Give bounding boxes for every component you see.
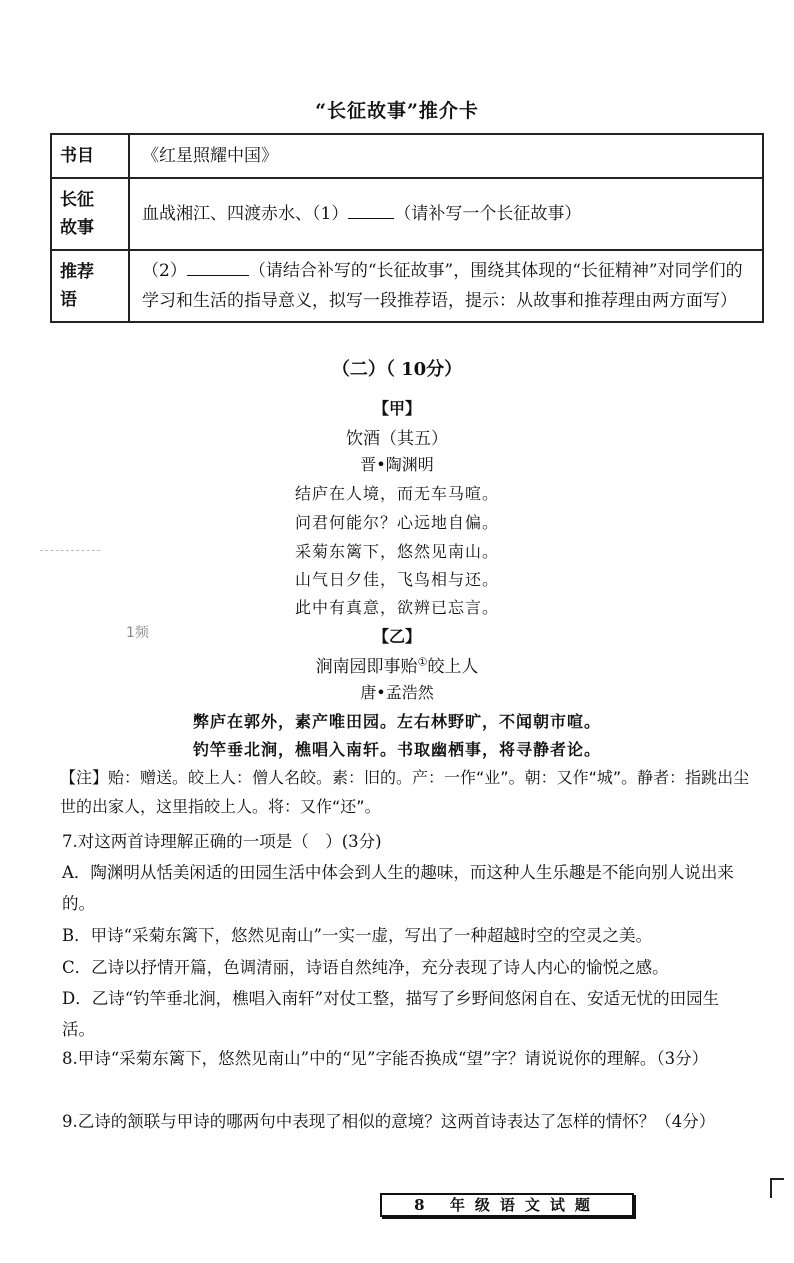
poem-b-title-main: 涧南园即事贻 — [315, 657, 418, 677]
question-7-option-a: A．陶渊明从恬美闲适的田园生活中体会到人生的趣味，而这种人生乐趣是不能向别人说出来的。 — [62, 863, 734, 913]
story-answer-blank[interactable] — [348, 200, 394, 219]
card-label-recommendation-text: 推荐语 — [60, 261, 94, 310]
card-content-story — [129, 178, 763, 250]
poem-b-title-footnote-mark: ① — [417, 655, 428, 669]
annotation-note: 【注】贻：赠送。皎上人：僧人名皎。素：旧的。产：一作“业”。朝：又作“城”。静者：指跳出尘世的出家人，这里指皎上人。将：又作“还”。 — [60, 768, 750, 816]
card-label-story-text: 长征故事 — [60, 189, 94, 238]
recommendation-prefix: （2） — [142, 261, 187, 281]
recommendation-hint: （请结合补写的“长征故事”，围绕其体现的“长征精神”对同学们的学习和生活的指导意义，拟写一段推荐语，提示：从故事和推荐理由两方面写） — [142, 261, 743, 311]
poem-a-tag: 【甲】 — [372, 399, 421, 418]
poem-a-line: 问君何能尔？心远地自偏。 — [294, 513, 499, 532]
poem-a-line: 结庐在人境，而无车马喧。 — [294, 484, 499, 503]
card-label-story — [51, 178, 129, 250]
card-row-recommendation — [51, 250, 763, 322]
card-label-book: 书目 — [51, 134, 129, 178]
story-hint: （请补写一个长征故事） — [394, 204, 582, 224]
card-label-recommendation — [51, 250, 129, 322]
recommendation-answer-blank[interactable] — [187, 257, 249, 276]
poem-a-author: 晋•陶渊明 — [360, 455, 434, 474]
question-9: 9.乙诗的颔联与甲诗的哪两句中表现了相似的意境？这两首诗表达了怎样的情怀？（4分） — [62, 1112, 716, 1131]
card-row-book — [51, 134, 763, 178]
poem-b-title-end: 皎上人 — [427, 657, 479, 677]
poem-b-author: 唐•孟浩然 — [360, 683, 434, 702]
page-footer-label: 8 年级语文试题 — [380, 1193, 634, 1217]
card-title: “长征故事”推介卡 — [315, 100, 479, 122]
question-8: 8.甲诗“采菊东篱下，悠然见南山”中的“见”字能否换成“望”字？请说说你的理解。（3分） — [62, 1049, 709, 1068]
card-row-story — [51, 178, 763, 250]
story-prefix: 血战湘江、四渡赤水、（1） — [142, 204, 349, 224]
poem-b-tag: 【乙】 — [372, 627, 421, 646]
poem-b-line: 弊庐在郭外，素产唯田园。左右林野旷，不闻朝市喧。 — [192, 712, 601, 731]
question-7-option-d: D．乙诗“钓竿垂北涧，樵唱入南轩”对仗工整，描写了乡野间悠闲自在、安适无忧的田园生活。 — [62, 989, 720, 1039]
card-content-book: 《红星照耀中国》 — [129, 134, 763, 178]
poem-a-line: 山气日夕佳，飞鸟相与还。 — [294, 570, 499, 589]
question-7-option-b: B．甲诗“采菊东篱下，悠然见南山”一实一虚，写出了一种超越时空的空灵之美。 — [62, 926, 652, 945]
poem-a-line: 此中有真意，欲辨已忘言。 — [294, 598, 499, 617]
section-heading: （二）（ 10分） — [331, 359, 463, 380]
poem-b-title — [0, 652, 794, 677]
scan-smudge: 1频 — [126, 625, 149, 641]
poem-a-line: 采菊东篱下，悠然见南山。 — [294, 542, 499, 561]
crop-corner-mark — [770, 1178, 784, 1198]
recommendation-card — [50, 133, 764, 323]
scan-artifact-line — [40, 550, 100, 553]
question-7-option-c: C．乙诗以抒情开篇，色调清丽，诗语自然纯净，充分表现了诗人内心的愉悦之感。 — [62, 958, 669, 977]
poem-b-line: 钓竿垂北涧，樵唱入南轩。书取幽栖事，将寻静者论。 — [192, 740, 601, 759]
card-content-recommendation — [129, 250, 763, 322]
question-7-stem: 7.对这两首诗理解正确的一项是（ ）(3分) — [62, 832, 382, 851]
poem-a-title: 饮酒（其五） — [346, 429, 448, 449]
